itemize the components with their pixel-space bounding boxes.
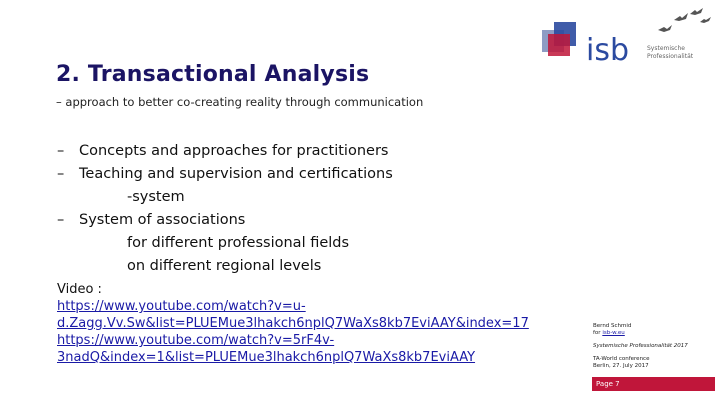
footer-link[interactable]: isb-w.eu bbox=[602, 330, 625, 336]
bullet-item bbox=[57, 209, 393, 232]
bullet-dash: – bbox=[57, 166, 65, 182]
bullet-text: Teaching and supervision and certifications bbox=[79, 166, 393, 182]
footer-info bbox=[593, 323, 713, 370]
footer-author: Bernd Schmid bbox=[593, 323, 632, 329]
video-link-1-line2: d.Zagg.Vv.Sw&list=PLUEMue3lhakch6nplQ7WaXs8kb7EviAAY&index=17 bbox=[57, 316, 529, 331]
birds-icon bbox=[658, 8, 711, 32]
slide-subtitle: – approach to better co-creating reality through communication bbox=[56, 95, 424, 109]
bullet-list bbox=[57, 140, 393, 278]
bullet-subtext: for different professional fields bbox=[127, 235, 350, 251]
video-link-2-line2: 3nadQ&index=1&list=PLUEMue3lhakch6nplQ7WaXs8kb7EviAAY bbox=[57, 350, 476, 365]
bullet-dash: – bbox=[57, 212, 65, 228]
bullet-text: System of associations bbox=[79, 212, 246, 228]
footer-for: for isb-w.eu bbox=[593, 330, 625, 336]
video-label: Video : bbox=[57, 282, 102, 297]
isb-logo bbox=[540, 8, 715, 70]
slide-title: 2. Transactional Analysis bbox=[56, 62, 370, 87]
bullet-text: Concepts and approaches for practitioners bbox=[79, 143, 389, 159]
video-section bbox=[57, 281, 529, 366]
footer-place-date: Berlin, 27. July 2017 bbox=[593, 363, 649, 369]
video-link-2-line1: https://www.youtube.com/watch?v=5rF4v- bbox=[57, 333, 335, 348]
logo-square-red bbox=[548, 34, 570, 56]
video-link-1-line1: https://www.youtube.com/watch?v=u- bbox=[57, 299, 306, 314]
video-link-1[interactable] bbox=[57, 298, 529, 332]
footer-org: Systemische Professionalität 2017 bbox=[593, 343, 688, 349]
bullet-dash: – bbox=[57, 143, 65, 159]
bullet-subtext: -system bbox=[127, 189, 185, 205]
logo-tagline-1: Systemische bbox=[647, 45, 685, 52]
bullet-item bbox=[57, 163, 393, 186]
bullet-item bbox=[57, 140, 393, 163]
bullet-subtext: on different regional levels bbox=[127, 258, 322, 274]
page-number: Page 7 bbox=[592, 377, 715, 391]
logo-wordmark: isb bbox=[586, 33, 630, 68]
video-link-2[interactable] bbox=[57, 332, 529, 366]
logo-tagline-2: Professionalität bbox=[647, 53, 694, 60]
footer-conference: TA-World conference bbox=[593, 356, 650, 362]
